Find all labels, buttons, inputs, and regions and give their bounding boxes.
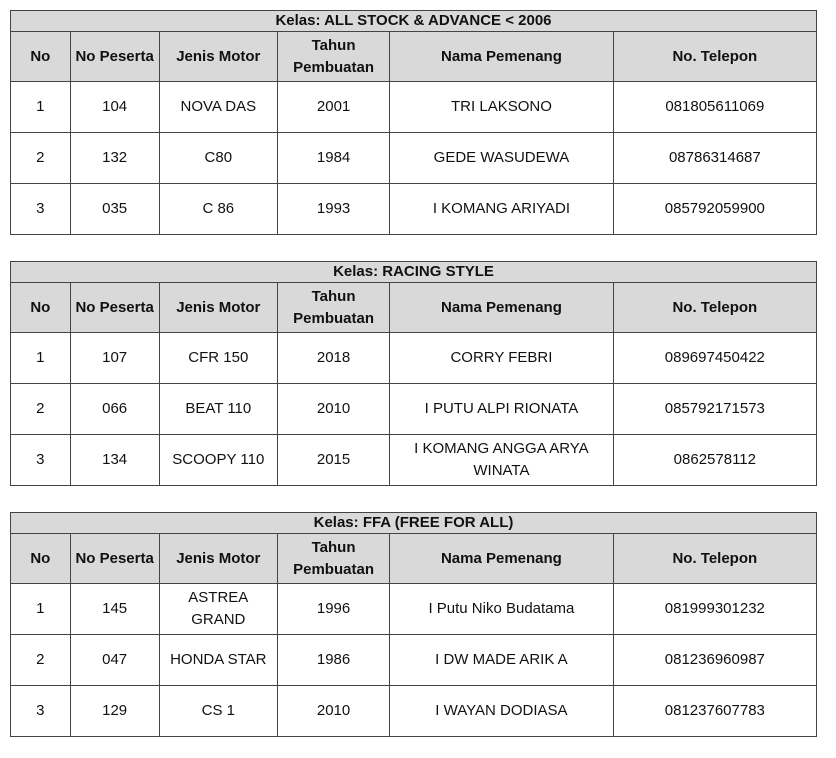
cell-peserta: 134	[70, 435, 159, 486]
cell-telepon: 089697450422	[613, 333, 816, 384]
header-no-peserta: No Peserta	[70, 32, 159, 82]
cell-tahun: 1993	[277, 184, 389, 235]
table-row	[11, 333, 817, 384]
cell-peserta: 104	[70, 82, 159, 133]
cell-no: 2	[11, 635, 71, 686]
cell-no: 3	[11, 686, 71, 737]
header-jenis-motor: Jenis Motor	[159, 283, 277, 333]
cell-peserta: 035	[70, 184, 159, 235]
header-nama-pemenang: Nama Pemenang	[390, 32, 613, 82]
cell-telepon: 081805611069	[613, 82, 816, 133]
cell-nama: I WAYAN DODIASA	[390, 686, 613, 737]
cell-no: 1	[11, 82, 71, 133]
cell-motor: BEAT 110	[159, 384, 277, 435]
class-title: Kelas: ALL STOCK & ADVANCE < 2006	[11, 11, 817, 32]
cell-nama: I Putu Niko Budatama	[390, 584, 613, 635]
cell-telepon: 085792059900	[613, 184, 816, 235]
cell-no: 1	[11, 333, 71, 384]
cell-nama: I KOMANG ANGGA ARYA WINATA	[390, 435, 613, 486]
cell-no: 3	[11, 184, 71, 235]
cell-telepon: 0862578112	[613, 435, 816, 486]
header-tahun-pembuatan: Tahun Pembuatan	[277, 283, 389, 333]
cell-nama: CORRY FEBRI	[390, 333, 613, 384]
cell-peserta: 129	[70, 686, 159, 737]
winners-table-racing-style	[10, 261, 817, 486]
cell-peserta: 047	[70, 635, 159, 686]
header-tahun-pembuatan: Tahun Pembuatan	[277, 534, 389, 584]
cell-motor: HONDA STAR	[159, 635, 277, 686]
cell-nama: TRI LAKSONO	[390, 82, 613, 133]
header-jenis-motor: Jenis Motor	[159, 32, 277, 82]
cell-tahun: 2010	[277, 686, 389, 737]
cell-tahun: 1986	[277, 635, 389, 686]
cell-peserta: 107	[70, 333, 159, 384]
header-no: No	[11, 32, 71, 82]
header-no-peserta: No Peserta	[70, 283, 159, 333]
cell-telepon: 08786314687	[613, 133, 816, 184]
cell-motor: CS 1	[159, 686, 277, 737]
table-row	[11, 686, 817, 737]
cell-nama: GEDE WASUDEWA	[390, 133, 613, 184]
cell-no: 3	[11, 435, 71, 486]
cell-tahun: 2001	[277, 82, 389, 133]
cell-nama: I PUTU ALPI RIONATA	[390, 384, 613, 435]
table-row	[11, 133, 817, 184]
cell-motor: NOVA DAS	[159, 82, 277, 133]
cell-tahun: 2015	[277, 435, 389, 486]
cell-tahun: 2018	[277, 333, 389, 384]
cell-no: 1	[11, 584, 71, 635]
header-no-telepon: No. Telepon	[613, 32, 816, 82]
cell-peserta: 066	[70, 384, 159, 435]
winners-table-ffa	[10, 512, 817, 737]
header-jenis-motor: Jenis Motor	[159, 534, 277, 584]
cell-tahun: 1984	[277, 133, 389, 184]
header-no-peserta: No Peserta	[70, 534, 159, 584]
cell-motor: CFR 150	[159, 333, 277, 384]
cell-tahun: 2010	[277, 384, 389, 435]
header-nama-pemenang: Nama Pemenang	[390, 534, 613, 584]
table-row	[11, 435, 817, 486]
header-tahun-pembuatan: Tahun Pembuatan	[277, 32, 389, 82]
cell-telepon: 081237607783	[613, 686, 816, 737]
class-title: Kelas: RACING STYLE	[11, 262, 817, 283]
cell-telepon: 085792171573	[613, 384, 816, 435]
cell-nama: I KOMANG ARIYADI	[390, 184, 613, 235]
cell-telepon: 081999301232	[613, 584, 816, 635]
cell-motor: C80	[159, 133, 277, 184]
table-row	[11, 584, 817, 635]
header-no: No	[11, 283, 71, 333]
table-row	[11, 82, 817, 133]
cell-motor: SCOOPY 110	[159, 435, 277, 486]
cell-motor: C 86	[159, 184, 277, 235]
header-nama-pemenang: Nama Pemenang	[390, 283, 613, 333]
header-no-telepon: No. Telepon	[613, 283, 816, 333]
cell-no: 2	[11, 384, 71, 435]
cell-peserta: 132	[70, 133, 159, 184]
cell-no: 2	[11, 133, 71, 184]
table-row	[11, 184, 817, 235]
cell-nama: I DW MADE ARIK A	[390, 635, 613, 686]
header-no-telepon: No. Telepon	[613, 534, 816, 584]
winners-table-all-stock	[10, 10, 817, 235]
header-no: No	[11, 534, 71, 584]
cell-motor: ASTREA GRAND	[159, 584, 277, 635]
table-row	[11, 384, 817, 435]
cell-tahun: 1996	[277, 584, 389, 635]
cell-telepon: 081236960987	[613, 635, 816, 686]
class-title: Kelas: FFA (FREE FOR ALL)	[11, 513, 817, 534]
cell-peserta: 145	[70, 584, 159, 635]
table-row	[11, 635, 817, 686]
